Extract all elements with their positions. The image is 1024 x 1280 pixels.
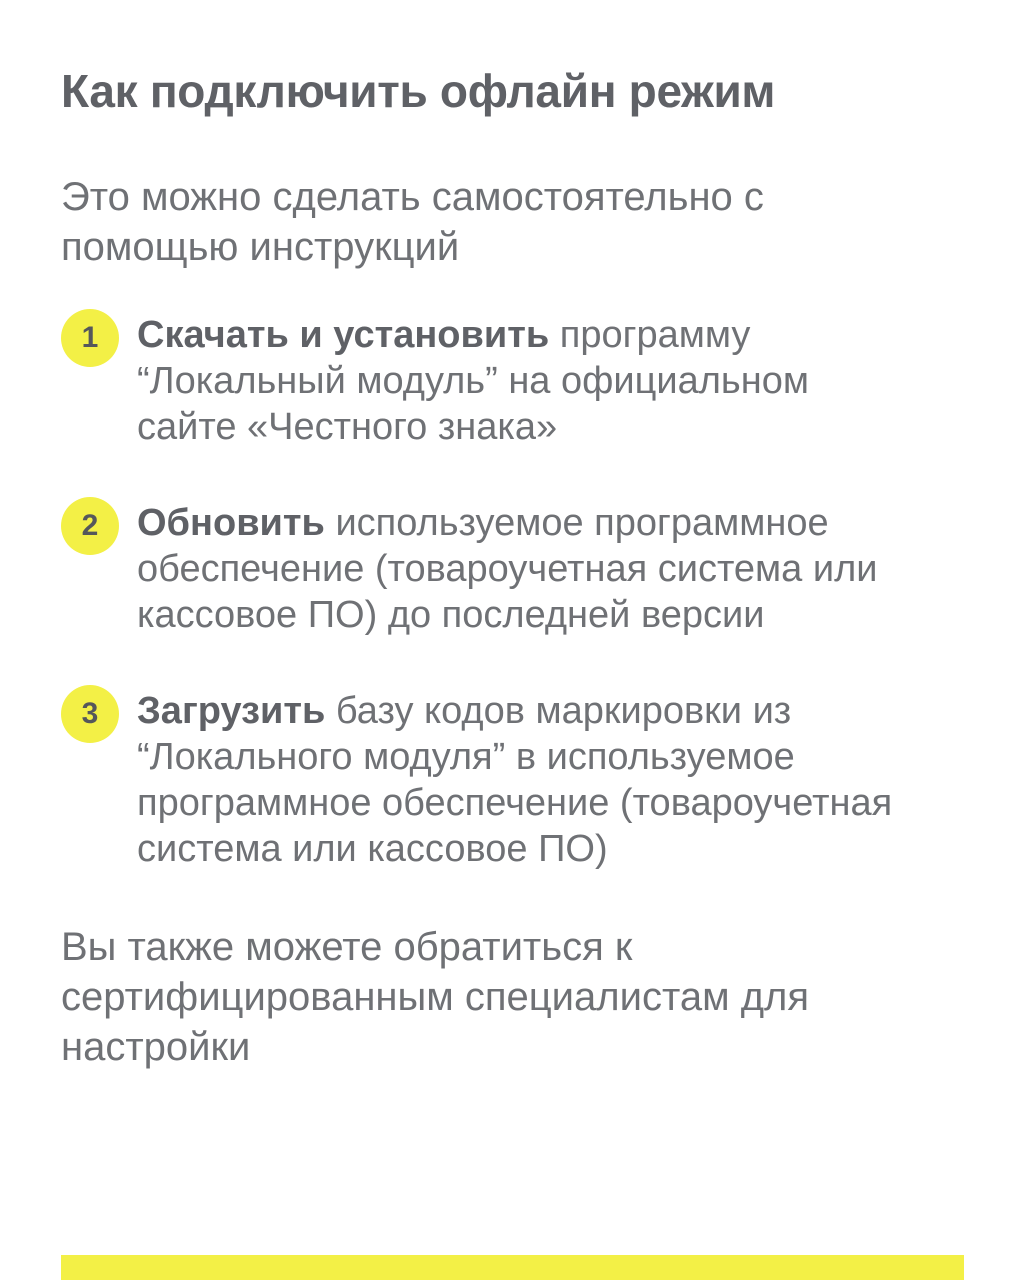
step-text bbox=[137, 312, 857, 450]
step-item-2 bbox=[61, 500, 961, 638]
step-bold-text: Обновить bbox=[137, 502, 325, 544]
steps-list bbox=[61, 312, 961, 872]
step-rest-text: используемое программное обеспечение (товароучетная система или кассовое ПО) до последней версии bbox=[137, 502, 878, 636]
step-number-badge: 2 bbox=[61, 497, 119, 555]
step-bold-text: Скачать и установить bbox=[137, 314, 550, 356]
step-rest-text: базу кодов маркировки из “Локального модуля” в используемое программное обеспечение (товароучетная система или кассовое ПО) bbox=[137, 690, 893, 870]
page-title: Как подключить офлайн режим bbox=[61, 65, 776, 117]
step-item-1 bbox=[61, 312, 961, 450]
accent-bar bbox=[61, 1255, 964, 1280]
step-bold-text: Загрузить bbox=[137, 690, 326, 732]
step-text bbox=[137, 500, 897, 638]
step-text bbox=[137, 688, 917, 872]
outro-text: Вы также можете обратиться к сертифицированным специалистам для настройки bbox=[61, 925, 810, 1069]
step-number-badge: 3 bbox=[61, 685, 119, 743]
article bbox=[61, 60, 961, 1072]
step-item-3 bbox=[61, 688, 961, 872]
step-rest-text: программу “Локальный модуль” на официальном сайте «Честного знака» bbox=[137, 314, 809, 448]
step-number-badge: 1 bbox=[61, 309, 119, 367]
intro-text: Это можно сделать самостоятельно с помощью инструкций bbox=[61, 175, 764, 269]
